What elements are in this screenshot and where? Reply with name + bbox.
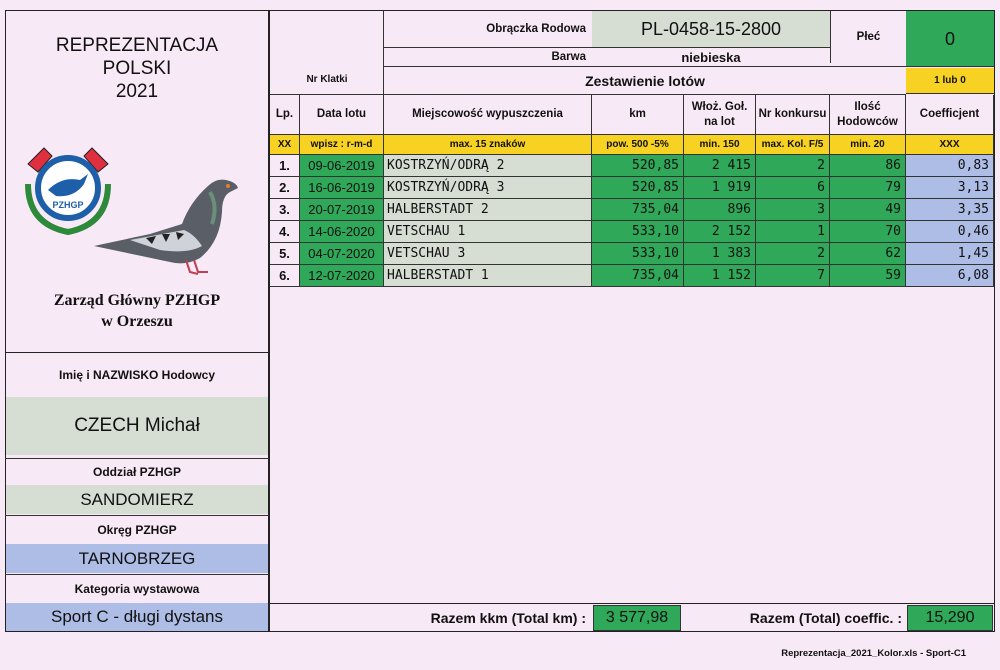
table-row-lp: 4. (270, 221, 300, 243)
table-row-breeders: 70 (830, 221, 906, 243)
table-row-birds: 1 152 (684, 265, 756, 287)
table-row-km: 735,04 (592, 199, 684, 221)
total-coef-value: 15,290 (907, 605, 993, 631)
table-row-coef: 3,13 (906, 177, 994, 199)
table-row-km: 533,10 (592, 243, 684, 265)
col-hint-coef: XXX (906, 135, 994, 155)
table-row-place: VETSCHAU 3 (384, 243, 592, 265)
table-row-place: HALBERSTADT 2 (384, 199, 592, 221)
total-coef-label: Razem (Total) coeffic. : (749, 610, 902, 626)
col-header-contest: Nr konkursu (756, 95, 830, 135)
col-hint-lp: XX (270, 135, 300, 155)
color-value: niebieska (681, 49, 741, 65)
logo-text: PZHGP (52, 200, 84, 210)
pigeon-image (90, 172, 250, 282)
col-header-coef: Coefficjent (906, 95, 994, 135)
col-hint-contest: max. Kol. F/5 (756, 135, 830, 155)
sex-value: 0 (906, 11, 994, 67)
table-row-coef: 3,35 (906, 199, 994, 221)
table-row-contest: 2 (756, 243, 830, 265)
table-row-breeders: 79 (830, 177, 906, 199)
table-row-date: 09-06-2019 (300, 155, 384, 177)
district-value: TARNOBRZEG (6, 544, 268, 573)
color-label: Barwa (551, 51, 586, 63)
ring-label: Obrączka Rodowa (486, 23, 586, 35)
table-row-contest: 2 (756, 155, 830, 177)
table-row-birds: 1 383 (684, 243, 756, 265)
table-row-contest: 7 (756, 265, 830, 287)
table-row-contest: 6 (756, 177, 830, 199)
table-row-lp: 1. (270, 155, 300, 177)
total-km-label: Razem kkm (Total km) : (430, 610, 586, 626)
table-row-breeders: 49 (830, 199, 906, 221)
table-row-birds: 896 (684, 199, 756, 221)
col-header-km: km (592, 95, 684, 135)
branch-label: Oddział PZHGP (5, 458, 269, 484)
table-row-place: KOSTRZYŃ/ODRĄ 3 (384, 177, 592, 199)
table-row-coef: 1,45 (906, 243, 994, 265)
col-hint-place: max. 15 znaków (384, 135, 592, 155)
page-title: REPREZENTACJA POLSKI 2021 (55, 35, 219, 102)
district-label: Okręg PZHGP (5, 515, 269, 543)
table-row-date: 04-07-2020 (300, 243, 384, 265)
col-header-date: Data lotu (300, 95, 384, 135)
table-row-km: 533,10 (592, 221, 684, 243)
col-hint-birds: min. 150 (684, 135, 756, 155)
category-label: Kategoria wystawowa (5, 574, 269, 602)
col-header-place: Miejscowość wypuszczenia (384, 95, 592, 135)
footer-filename: Reprezentacja_2021_Kolor.xls - Sport-C1 (781, 648, 966, 659)
table-row-contest: 3 (756, 199, 830, 221)
org-name: Zarząd Główny PZHGP w Orzeszu (53, 292, 221, 330)
table-row-breeders: 62 (830, 243, 906, 265)
table-row-lp: 5. (270, 243, 300, 265)
table-row-lp: 3. (270, 199, 300, 221)
table-row-date: 20-07-2019 (300, 199, 384, 221)
branch-value: SANDOMIERZ (6, 485, 268, 514)
table-row-coef: 6,08 (906, 265, 994, 287)
table-row-place: KOSTRZYŃ/ODRĄ 2 (384, 155, 592, 177)
table-row-birds: 1 919 (684, 177, 756, 199)
table-row-birds: 2 415 (684, 155, 756, 177)
summary-title: Zestawienie lotów (384, 67, 906, 95)
divider (5, 352, 269, 353)
total-km-value: 3 577,98 (593, 605, 681, 631)
col-header-lp: Lp. (270, 95, 300, 135)
category-value: Sport C - długi dystans (6, 603, 268, 631)
table-row-km: 520,85 (592, 155, 684, 177)
col-hint-breeders: min. 20 (830, 135, 906, 155)
table-row-coef: 0,46 (906, 221, 994, 243)
col-header-breeders: Ilość Hodowców (830, 95, 906, 135)
summary-note: 1 lub 0 (906, 68, 994, 94)
table-row-breeders: 86 (830, 155, 906, 177)
table-row-contest: 1 (756, 221, 830, 243)
table-row-date: 14-06-2020 (300, 221, 384, 243)
cage-label: Nr Klatki (306, 74, 348, 85)
col-hint-km: pow. 500 -5% (592, 135, 684, 155)
table-row-lp: 6. (270, 265, 300, 287)
table-row-date: 12-07-2020 (300, 265, 384, 287)
sex-label: Płeć (830, 11, 906, 63)
table-row-breeders: 59 (830, 265, 906, 287)
table-row-coef: 0,83 (906, 155, 994, 177)
col-header-birds: Włoż. Goł. na lot (684, 95, 756, 135)
breeder-label: Imię i NAZWISKO Hodowcy (58, 368, 215, 382)
ring-value: PL-0458-15-2800 (592, 11, 830, 47)
table-row-birds: 2 152 (684, 221, 756, 243)
col-hint-date: wpisz : r-m-d (300, 135, 384, 155)
breeder-name: CZECH Michał (6, 397, 268, 455)
table-row-place: VETSCHAU 1 (384, 221, 592, 243)
table-row-place: HALBERSTADT 1 (384, 265, 592, 287)
table-row-km: 735,04 (592, 265, 684, 287)
table-row-km: 520,85 (592, 177, 684, 199)
table-row-lp: 2. (270, 177, 300, 199)
table-row-date: 16-06-2019 (300, 177, 384, 199)
